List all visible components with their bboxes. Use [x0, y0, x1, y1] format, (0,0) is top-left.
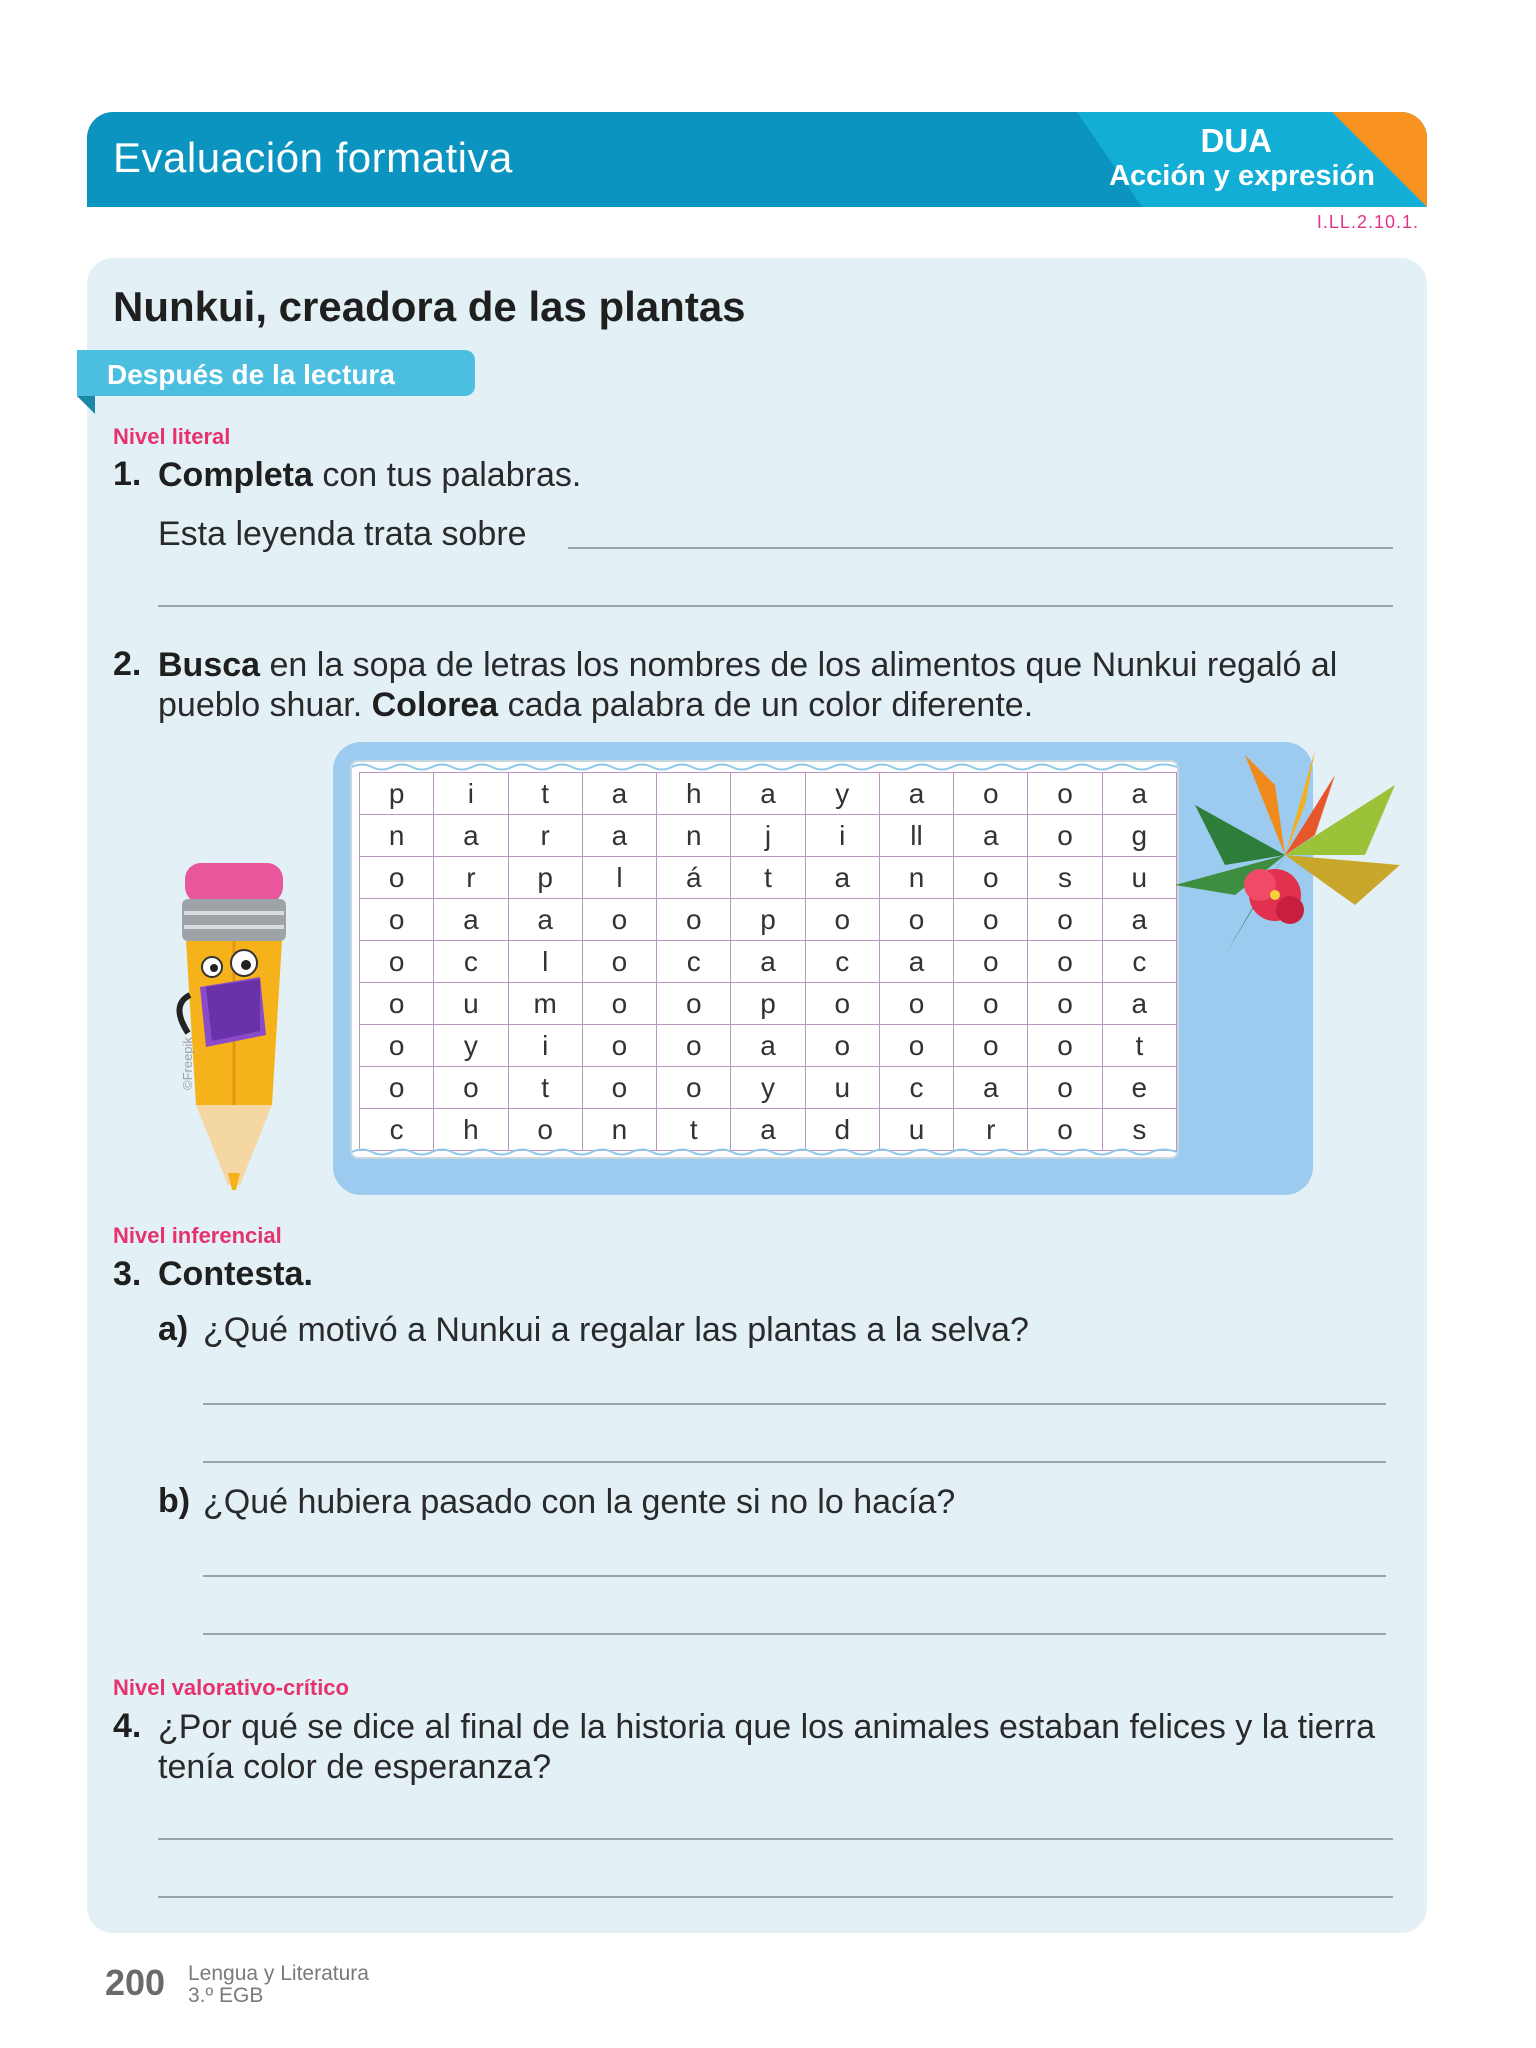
letter-cell[interactable]: h: [657, 773, 731, 815]
answer-line[interactable]: [568, 547, 1393, 549]
letter-cell[interactable]: o: [508, 1109, 582, 1151]
letter-cell[interactable]: m: [508, 983, 582, 1025]
answer-line[interactable]: [203, 1575, 1386, 1577]
wavy-border-top: [352, 762, 1177, 772]
letter-cell[interactable]: t: [508, 1067, 582, 1109]
word-search-row: [360, 983, 1177, 1025]
letter-cell[interactable]: u: [434, 983, 508, 1025]
q1-instruction: [158, 455, 581, 495]
letter-cell[interactable]: a: [954, 1067, 1028, 1109]
section-title: Evaluación formativa: [113, 134, 513, 181]
reading-stage-tab: [77, 350, 475, 396]
letter-cell[interactable]: l: [582, 857, 656, 899]
reading-pencil-illustration: [160, 855, 320, 1195]
letter-cell[interactable]: n: [582, 1109, 656, 1151]
letter-cell[interactable]: o: [805, 1025, 879, 1067]
letter-cell[interactable]: c: [879, 1067, 953, 1109]
letter-cell[interactable]: o: [582, 899, 656, 941]
letter-cell[interactable]: o: [954, 857, 1028, 899]
letter-cell[interactable]: d: [805, 1109, 879, 1151]
letter-cell[interactable]: y: [805, 773, 879, 815]
letter-cell[interactable]: a: [1102, 773, 1176, 815]
level-inferential: Nivel inferencial: [113, 1223, 282, 1248]
letter-cell[interactable]: h: [434, 1109, 508, 1151]
letter-cell[interactable]: o: [1028, 1067, 1102, 1109]
letter-cell[interactable]: t: [508, 773, 582, 815]
answer-line[interactable]: [158, 1838, 1393, 1840]
letter-cell[interactable]: o: [805, 983, 879, 1025]
letter-cell[interactable]: o: [954, 899, 1028, 941]
letter-cell[interactable]: a: [508, 899, 582, 941]
letter-cell[interactable]: o: [954, 773, 1028, 815]
letter-cell[interactable]: o: [1028, 1025, 1102, 1067]
letter-cell[interactable]: o: [360, 1067, 434, 1109]
letter-cell[interactable]: y: [434, 1025, 508, 1067]
indicator-code: I.LL.2.10.1.: [1316, 212, 1419, 232]
answer-line[interactable]: [203, 1633, 1386, 1635]
q2-instruction: [158, 645, 1418, 725]
letter-cell[interactable]: r: [434, 857, 508, 899]
letter-cell[interactable]: o: [1028, 983, 1102, 1025]
letter-cell[interactable]: i: [805, 815, 879, 857]
letter-cell[interactable]: o: [657, 899, 731, 941]
q3-number: 3.: [113, 1255, 142, 1293]
letter-cell[interactable]: a: [879, 773, 953, 815]
word-search-row: [360, 773, 1177, 815]
tab-fold: [77, 396, 95, 414]
dua-subtitle: Acción y expresión: [1109, 160, 1375, 192]
letter-cell[interactable]: c: [657, 941, 731, 983]
letter-cell[interactable]: o: [582, 1067, 656, 1109]
letter-cell[interactable]: n: [879, 857, 953, 899]
letter-cell[interactable]: o: [360, 899, 434, 941]
letter-cell[interactable]: o: [360, 1025, 434, 1067]
letter-cell[interactable]: u: [879, 1109, 953, 1151]
letter-cell[interactable]: á: [657, 857, 731, 899]
q2-number: 2.: [113, 645, 142, 683]
wavy-border-bottom: [352, 1147, 1177, 1157]
q1-number: 1.: [113, 455, 142, 493]
letter-cell[interactable]: p: [731, 983, 805, 1025]
grade-level: 3.º EGB: [188, 1984, 264, 2007]
letter-cell[interactable]: t: [731, 857, 805, 899]
letter-cell[interactable]: o: [1028, 941, 1102, 983]
letter-cell[interactable]: a: [731, 773, 805, 815]
letter-cell[interactable]: o: [954, 1025, 1028, 1067]
letter-cell[interactable]: o: [879, 899, 953, 941]
word-search-grid[interactable]: [359, 772, 1177, 1151]
answer-line[interactable]: [158, 605, 1393, 607]
dua-title: DUA: [1200, 122, 1272, 159]
letter-cell[interactable]: o: [582, 1025, 656, 1067]
letter-cell[interactable]: a: [434, 899, 508, 941]
q2-text-2: cada palabra de un color diferente.: [498, 686, 1034, 724]
letter-cell[interactable]: a: [582, 815, 656, 857]
letter-cell[interactable]: a: [1102, 899, 1176, 941]
letter-cell[interactable]: y: [731, 1067, 805, 1109]
subject-name: Lengua y Literatura: [188, 1962, 369, 1985]
letter-cell[interactable]: a: [731, 1109, 805, 1151]
tab-label: Después de la lectura: [107, 359, 395, 390]
q3-title: Contesta.: [158, 1255, 313, 1293]
letter-cell[interactable]: o: [1028, 899, 1102, 941]
q4-number: 4.: [113, 1707, 142, 1745]
q3a-label: a): [158, 1310, 189, 1348]
letter-cell[interactable]: e: [1102, 1067, 1176, 1109]
letter-cell[interactable]: o: [954, 983, 1028, 1025]
letter-cell[interactable]: u: [1102, 857, 1176, 899]
word-search-row: [360, 857, 1177, 899]
letter-cell[interactable]: a: [1102, 983, 1176, 1025]
letter-cell[interactable]: s: [1028, 857, 1102, 899]
letter-cell[interactable]: l: [508, 941, 582, 983]
letter-cell[interactable]: s: [1102, 1109, 1176, 1151]
letter-cell[interactable]: a: [805, 857, 879, 899]
letter-cell[interactable]: o: [582, 983, 656, 1025]
word-search-row: [360, 1067, 1177, 1109]
letter-cell[interactable]: t: [657, 1109, 731, 1151]
q4-question: ¿Por qué se dice al final de la historia que los animales estaban felices y la tierra tenía color de esperanza?: [158, 1708, 1376, 1786]
letter-cell[interactable]: c: [1102, 941, 1176, 983]
word-search-row: [360, 899, 1177, 941]
level-critical: Nivel valorativo-crítico: [113, 1675, 349, 1700]
page-title: Nunkui, creadora de las plantas: [113, 283, 746, 330]
letter-cell[interactable]: u: [805, 1067, 879, 1109]
word-search-card: [350, 760, 1179, 1159]
letter-cell[interactable]: o: [954, 941, 1028, 983]
letter-cell[interactable]: o: [360, 983, 434, 1025]
letter-cell[interactable]: o: [434, 1067, 508, 1109]
letter-cell[interactable]: o: [1028, 773, 1102, 815]
letter-cell[interactable]: o: [1028, 815, 1102, 857]
q2-text-1: en la sopa de letras los nombres de los alimentos que Nunkui regaló al pueblo shuar.: [158, 646, 1338, 724]
image-credit: ©Freepik: [180, 1037, 195, 1090]
answer-line[interactable]: [158, 1896, 1393, 1898]
letter-cell[interactable]: p: [508, 857, 582, 899]
q3a-question: ¿Qué motivó a Nunkui a regalar las plantas a la selva?: [203, 1311, 1029, 1349]
letter-cell[interactable]: n: [657, 815, 731, 857]
letter-cell[interactable]: n: [360, 815, 434, 857]
letter-cell[interactable]: t: [1102, 1025, 1176, 1067]
letter-cell[interactable]: a: [582, 773, 656, 815]
level-literal: Nivel literal: [113, 424, 231, 449]
letter-cell[interactable]: g: [1102, 815, 1176, 857]
letter-cell[interactable]: o: [657, 1067, 731, 1109]
letter-cell[interactable]: a: [879, 941, 953, 983]
q2-verb-1: Busca: [158, 646, 261, 684]
letter-cell[interactable]: r: [508, 815, 582, 857]
letter-cell[interactable]: i: [508, 1025, 582, 1067]
letter-cell[interactable]: o: [657, 1025, 731, 1067]
word-search-row: [360, 815, 1177, 857]
q3b-label: b): [158, 1482, 191, 1520]
letter-cell[interactable]: o: [360, 941, 434, 983]
word-search-row: [360, 1109, 1177, 1151]
word-search-row: [360, 941, 1177, 983]
letter-cell[interactable]: i: [434, 773, 508, 815]
letter-cell[interactable]: c: [805, 941, 879, 983]
letter-cell[interactable]: o: [879, 983, 953, 1025]
header-banner: [87, 112, 1427, 207]
answer-line[interactable]: [203, 1461, 1386, 1463]
letter-cell[interactable]: a: [731, 941, 805, 983]
q1-verb: Completa: [158, 456, 313, 494]
letter-cell[interactable]: a: [434, 815, 508, 857]
answer-line[interactable]: [203, 1403, 1386, 1405]
letter-cell[interactable]: o: [879, 1025, 953, 1067]
letter-cell[interactable]: o: [657, 983, 731, 1025]
letter-cell[interactable]: c: [360, 1109, 434, 1151]
letter-cell[interactable]: a: [731, 1025, 805, 1067]
letter-cell[interactable]: j: [731, 815, 805, 857]
q3b-question: ¿Qué hubiera pasado con la gente si no lo hacía?: [203, 1483, 956, 1521]
letter-cell[interactable]: o: [360, 857, 434, 899]
word-search-row: [360, 1025, 1177, 1067]
q1-prompt: Esta leyenda trata sobre: [158, 515, 527, 553]
q1-text: con tus palabras.: [312, 456, 582, 494]
letter-cell[interactable]: a: [954, 815, 1028, 857]
letter-cell[interactable]: o: [1028, 1109, 1102, 1151]
letter-cell[interactable]: r: [954, 1109, 1028, 1151]
letter-cell[interactable]: o: [582, 941, 656, 983]
tropical-flower-illustration: [1165, 745, 1405, 975]
letter-cell[interactable]: o: [805, 899, 879, 941]
letter-cell[interactable]: ll: [879, 815, 953, 857]
q2-verb-2: Colorea: [371, 686, 499, 724]
letter-cell[interactable]: p: [360, 773, 434, 815]
letter-cell[interactable]: p: [731, 899, 805, 941]
page-number: 200: [105, 1962, 166, 2003]
letter-cell[interactable]: c: [434, 941, 508, 983]
subject-info: [188, 1963, 369, 2007]
